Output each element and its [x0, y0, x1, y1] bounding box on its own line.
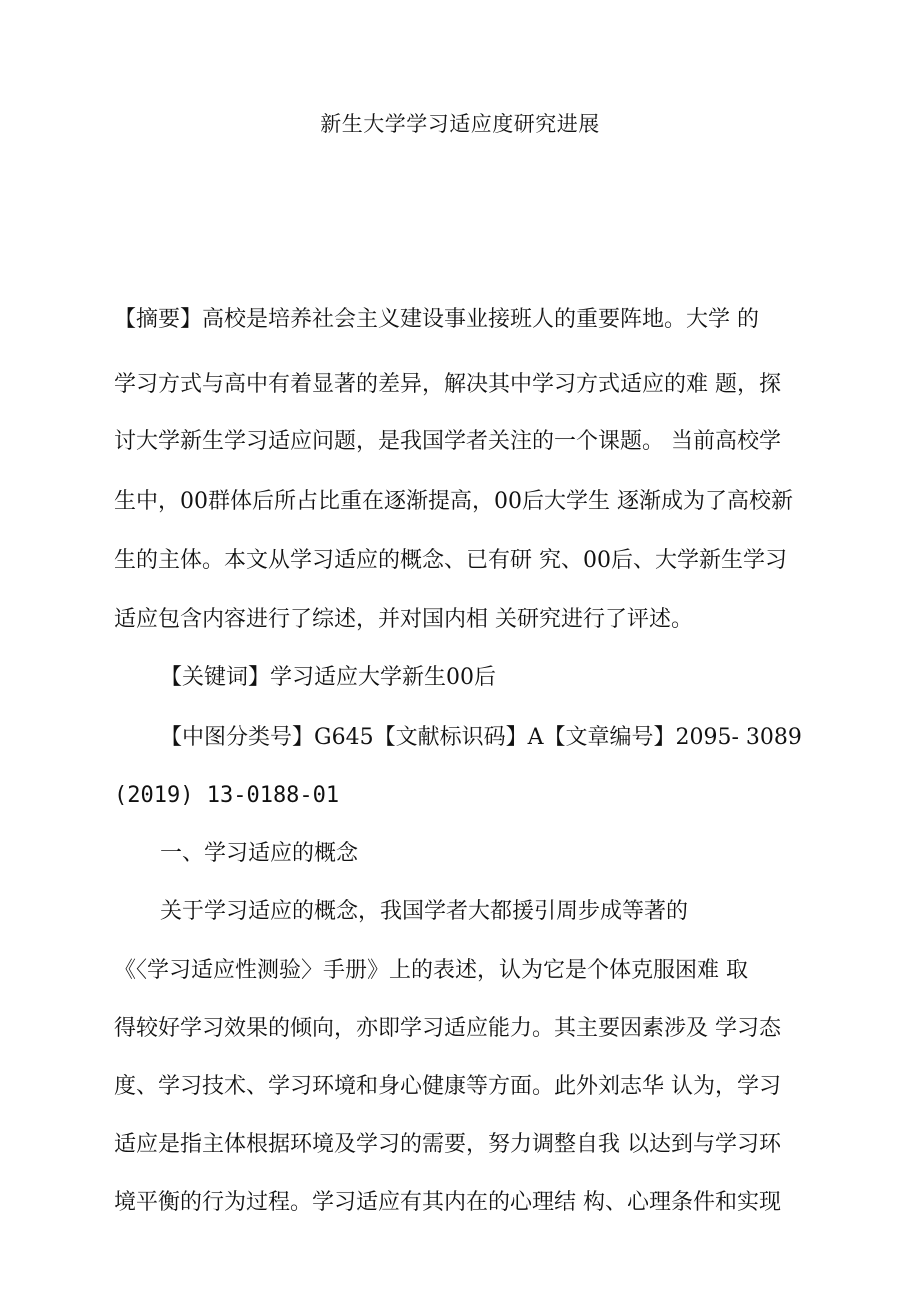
classification-line: 【中图分类号】G645【文献标识码】A【文章编号】2095- 3089 [160, 725, 802, 750]
document-title: 新生大学学习适应度研究进展 [320, 112, 600, 136]
abstract-line: 【摘要】高校是培养社会主义建设事业接班人的重要阵地。大学 的 [114, 307, 759, 332]
body-line: 度、学习技术、学习环境和身心健康等方面。此外刘志华 认为，学习 [114, 1074, 781, 1099]
section-heading: 一、学习适应的概念 [160, 841, 359, 866]
body-line: 境平衡的行为过程。学习适应有其内在的心理结 构、心理条件和实现 [114, 1190, 781, 1215]
keywords-line: 【关键词】学习适应大学新生00后 [160, 665, 496, 690]
abstract-line: 适应包含内容进行了综述，并对国内相 关研究进行了评述。 [114, 607, 693, 632]
body-line: 得较好学习效果的倾向，亦即学习适应能力。其主要因素涉及 学习态 [114, 1016, 781, 1041]
body-line: 适应是指主体根据环境及学习的需要，努力调整自我 以达到与学习环 [114, 1132, 781, 1157]
abstract-line: 生的主体。本文从学习适应的概念、已有研 究、00后、大学新生学习 [114, 548, 787, 573]
classification-line-continued: (2019) 13-0188-01 [114, 783, 340, 808]
body-line: 《〈学习适应性测验〉手册》上的表述，认为它是个体克服困难 取 [114, 958, 748, 983]
abstract-line: 生中，00群体后所占比重在逐渐提高，00后大学生 逐渐成为了高校新 [114, 489, 793, 514]
abstract-line: 讨大学新生学习适应问题，是我国学者关注的一个课题。 当前高校学 [114, 429, 781, 454]
body-line: 关于学习适应的概念，我国学者大都援引周步成等著的 [160, 899, 689, 924]
abstract-line: 学习方式与高中有着显著的差异，解决其中学习方式适应的难 题，探 [114, 372, 781, 397]
